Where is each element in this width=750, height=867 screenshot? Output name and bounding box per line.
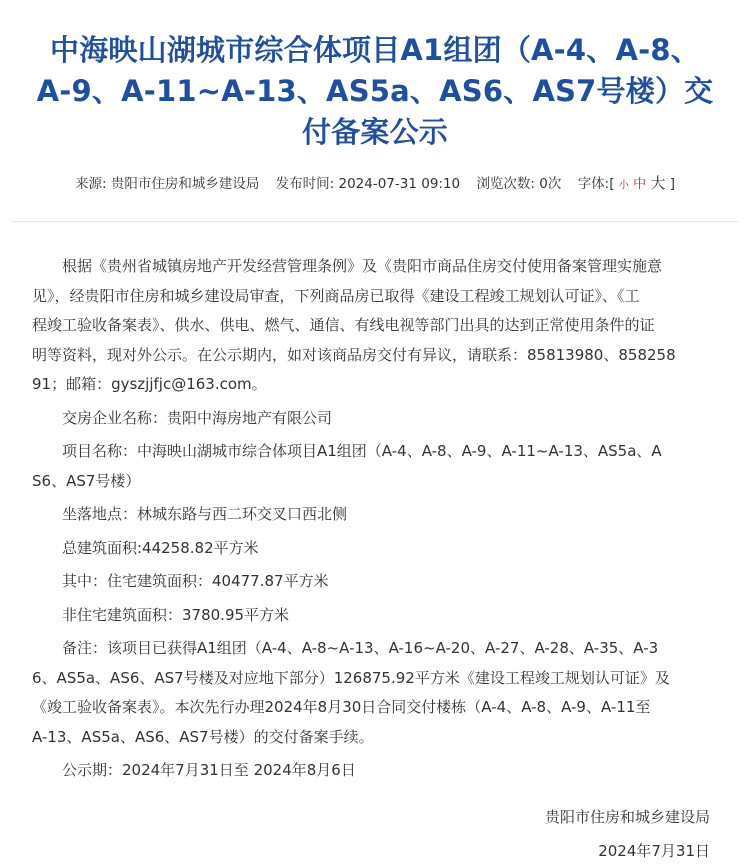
title-line: A-9、A-11~A-13、AS5a、AS6、AS7号楼）交 bbox=[36, 74, 714, 108]
page-title bbox=[12, 30, 738, 153]
total-area-line: 总建筑面积:44258.82平方米 bbox=[62, 538, 259, 557]
font-large-button[interactable]: 大 bbox=[650, 174, 666, 192]
views-label: 浏览次数: bbox=[476, 176, 535, 192]
residential-area-line: 其中：住宅建筑面积：40477.87平方米 bbox=[62, 572, 329, 590]
title-line: 付备案公示 bbox=[301, 115, 448, 149]
company-line: 交房企业名称：贵阳中海房地产有限公司 bbox=[62, 408, 333, 427]
article-body bbox=[32, 252, 717, 786]
published-value: 2024-07-31 09:10 bbox=[338, 176, 461, 192]
remark-line: 6、AS5a、AS6、AS7号楼及对应地下部分）126875.92平方米《建设工程竣工规划认可证》及 bbox=[32, 668, 670, 687]
article-meta bbox=[0, 172, 750, 193]
non-residential-area-line: 非住宅建筑面积：3780.95平方米 bbox=[62, 605, 290, 624]
views-value: 0次 bbox=[539, 176, 562, 192]
font-small-button[interactable]: 小 bbox=[618, 180, 629, 191]
signature-org: 贵阳市住房和城乡建设局 bbox=[544, 808, 710, 826]
project-line: 项目名称：中海映山湖城市综合体项目A1组团（A-4、A-8、A-9、A-11~A-13、AS5a、A bbox=[62, 442, 662, 460]
location-line: 坐落地点：林城东路与西二环交叉口西北侧 bbox=[62, 505, 348, 523]
source-value: 贵阳市住房和城乡建设局 bbox=[110, 176, 260, 192]
project-line: S6、AS7号楼） bbox=[32, 471, 141, 490]
remark-line: 备注：该项目已获得A1组团（A-4、A-8~A-13、A-16~A-20、A-27、A-28、A-35、A-3 bbox=[62, 639, 659, 657]
remark-line: 《竣工验收备案表》。本次先行办理2024年8月30日合同交付楼栋（A-4、A-8、A-9、A-11至 bbox=[32, 698, 651, 716]
intro-line: 根据《贵州省城镇房地产开发经营管理条例》及《贵阳市商品住房交付使用备案管理实施意 bbox=[62, 257, 663, 275]
signature-date: 2024年7月31日 bbox=[598, 842, 710, 860]
period-line: 公示期：2024年7月31日至 2024年8月6日 bbox=[62, 761, 356, 779]
divider bbox=[12, 221, 738, 222]
intro-line: 见》，经贵阳市住房和城乡建设局审查，下列商品房已取得《建设工程竣工规划认可证》、《工 bbox=[32, 286, 640, 305]
source-label: 来源: bbox=[74, 176, 107, 192]
font-medium-button[interactable]: 中 bbox=[633, 177, 647, 192]
intro-paragraph bbox=[32, 252, 717, 400]
intro-line: 明等资料，现对外公示。在公示期内，如对该商品房交付有异议，请联系：85813980、858258 bbox=[32, 345, 676, 364]
remark-line: A-13、AS5a、AS6、AS7号楼）的交付备案手续。 bbox=[32, 727, 374, 746]
project-paragraph bbox=[32, 437, 717, 496]
intro-line: 程竣工验收备案表》、供水、供电、燃气、通信、有线电视等部门出具的达到正常使用条件的证 bbox=[32, 316, 655, 334]
font-size-close: ] bbox=[669, 176, 676, 192]
remark-paragraph bbox=[32, 634, 717, 752]
intro-line: 91；邮箱：gyszjjfjc@163.com。 bbox=[32, 375, 267, 393]
font-size-label: 字体:[ bbox=[577, 176, 615, 192]
published-label: 发布时间: bbox=[275, 176, 335, 192]
title-line: 中海映山湖城市综合体项目A1组团（A-4、A-8、 bbox=[50, 33, 700, 67]
